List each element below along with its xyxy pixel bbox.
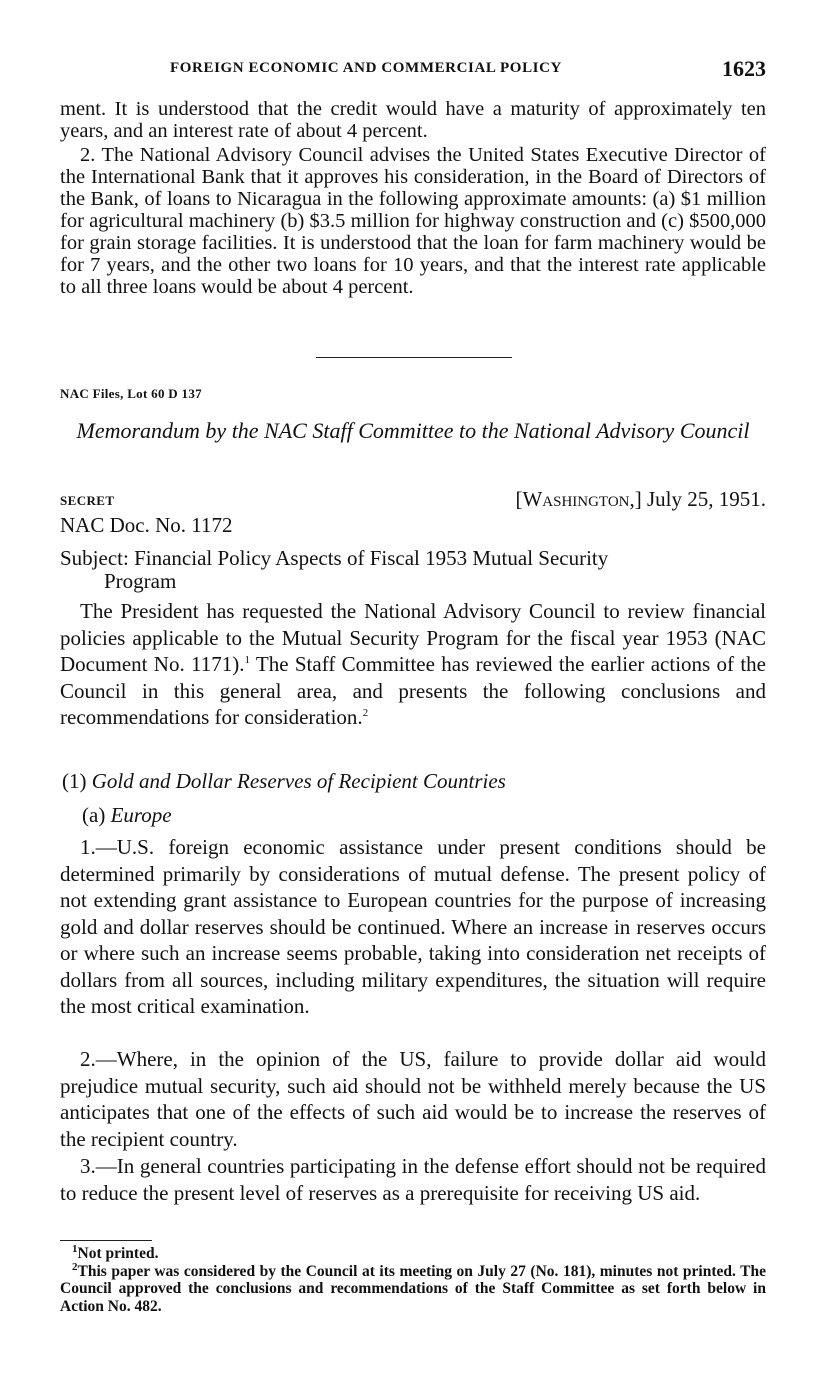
paragraph-nicaragua-loans: 2. The National Advisory Council advises the United States Executive Director of the International Bank that it approves his consideration, in the Board of Directors of the Bank, of loans to Nicaragua in the following approximate amounts: (a) $1 million for agricultural machinery (b) $3.5 million for highway construction and (c) $500,000 for grain storage facilities. It is understood that the loan for farm machinery would be for 7 years, and the other two loans for 10 years, and that the interest rate applicable to all three loans would be about 4 percent. [60, 144, 766, 298]
dateline-place: [Washington,] [515, 487, 642, 511]
item-1: 1.—U.S. foreign economic assistance under present conditions should be determined primarily by considerations of mutual defense. The present policy of not extending grant assistance to European countries for the purpose of increasing gold and dollar reserves should be continued. Where an increase in reserves occurs or where such an increase seems probable, taking into consideration net receipts of dollars from all sources, including military expenditures, the situation will require the most critical examination. [60, 835, 766, 1018]
file-source-note: NAC Files, Lot 60 D 137 [60, 386, 202, 401]
footnote-1-text: Not printed. [77, 1245, 159, 1262]
dateline-date: July 25, 1951. [641, 487, 766, 511]
footnote-2-text: This paper was considered by the Council at its meeting on July 27 (No. 181), minutes not printed. The Council approved the conclusions and recommendations of the Staff Committee as set forth below in Action No. 482. [60, 1262, 766, 1315]
subsection-title: Europe [110, 803, 172, 827]
document-number: NAC Doc. No. 1172 [60, 513, 233, 537]
dateline [515, 487, 766, 512]
footnote-1 [60, 1242, 766, 1263]
memo-title: Memorandum by the NAC Staff Committee to the National Advisory Council [76, 418, 750, 443]
footnote-2-mark: 2 [72, 1260, 78, 1273]
section-heading [62, 769, 506, 794]
subsection-heading [82, 803, 172, 828]
intro-text-a: The President has requested the National Advisory Council to review financial policies applicable to the Mutual Security Program for the fiscal year 1953 (NAC Document No. 1171). [60, 599, 766, 676]
section-number: (1) [62, 769, 92, 793]
footnote-ref-2: 2 [362, 707, 369, 719]
subject-line-1: Subject: Financial Policy Aspects of Fiscal 1953 Mutual Security [60, 546, 609, 570]
footnote-2 [60, 1260, 766, 1316]
continued-paragraph: ment. It is understood that the credit would have a maturity of approximately ten years, and an interest rate of about 4 percent. [60, 98, 766, 142]
intro-text-b: The Staff Committee has reviewed the earlier actions of the Council in this general area, and presents the following conclusions and recommendations for consideration. [60, 652, 766, 729]
footnote-ref-1: 1 [244, 654, 250, 666]
page-number: 1623 [722, 56, 766, 81]
running-title: FOREIGN ECONOMIC AND COMMERCIAL POLICY [170, 60, 562, 76]
subject-line-2: Program [104, 569, 177, 593]
footnotes [60, 1242, 766, 1315]
footnote-1-mark: 1 [72, 1242, 78, 1255]
section-title: Gold and Dollar Reserves of Recipient Countries [91, 769, 506, 793]
classification-label: SECRET [60, 493, 115, 508]
subject-line [60, 547, 766, 593]
running-header [60, 56, 766, 86]
section-divider [316, 357, 512, 358]
intro-paragraph [60, 598, 766, 731]
subsection-number: (a) [82, 803, 111, 827]
item-2: 2.—Where, in the opinion of the US, failure to provide dollar aid would prejudice mutual security, such aid should not be withheld merely because the US anticipates that one of the effects of such aid would be to increase the reserves of the recipient country. [60, 1047, 766, 1151]
item-3: 3.—In general countries participating in the defense effort should not be required to reduce the present level of reserves as a prerequisite for receiving US aid. [60, 1154, 766, 1205]
footnote-divider [60, 1240, 152, 1241]
